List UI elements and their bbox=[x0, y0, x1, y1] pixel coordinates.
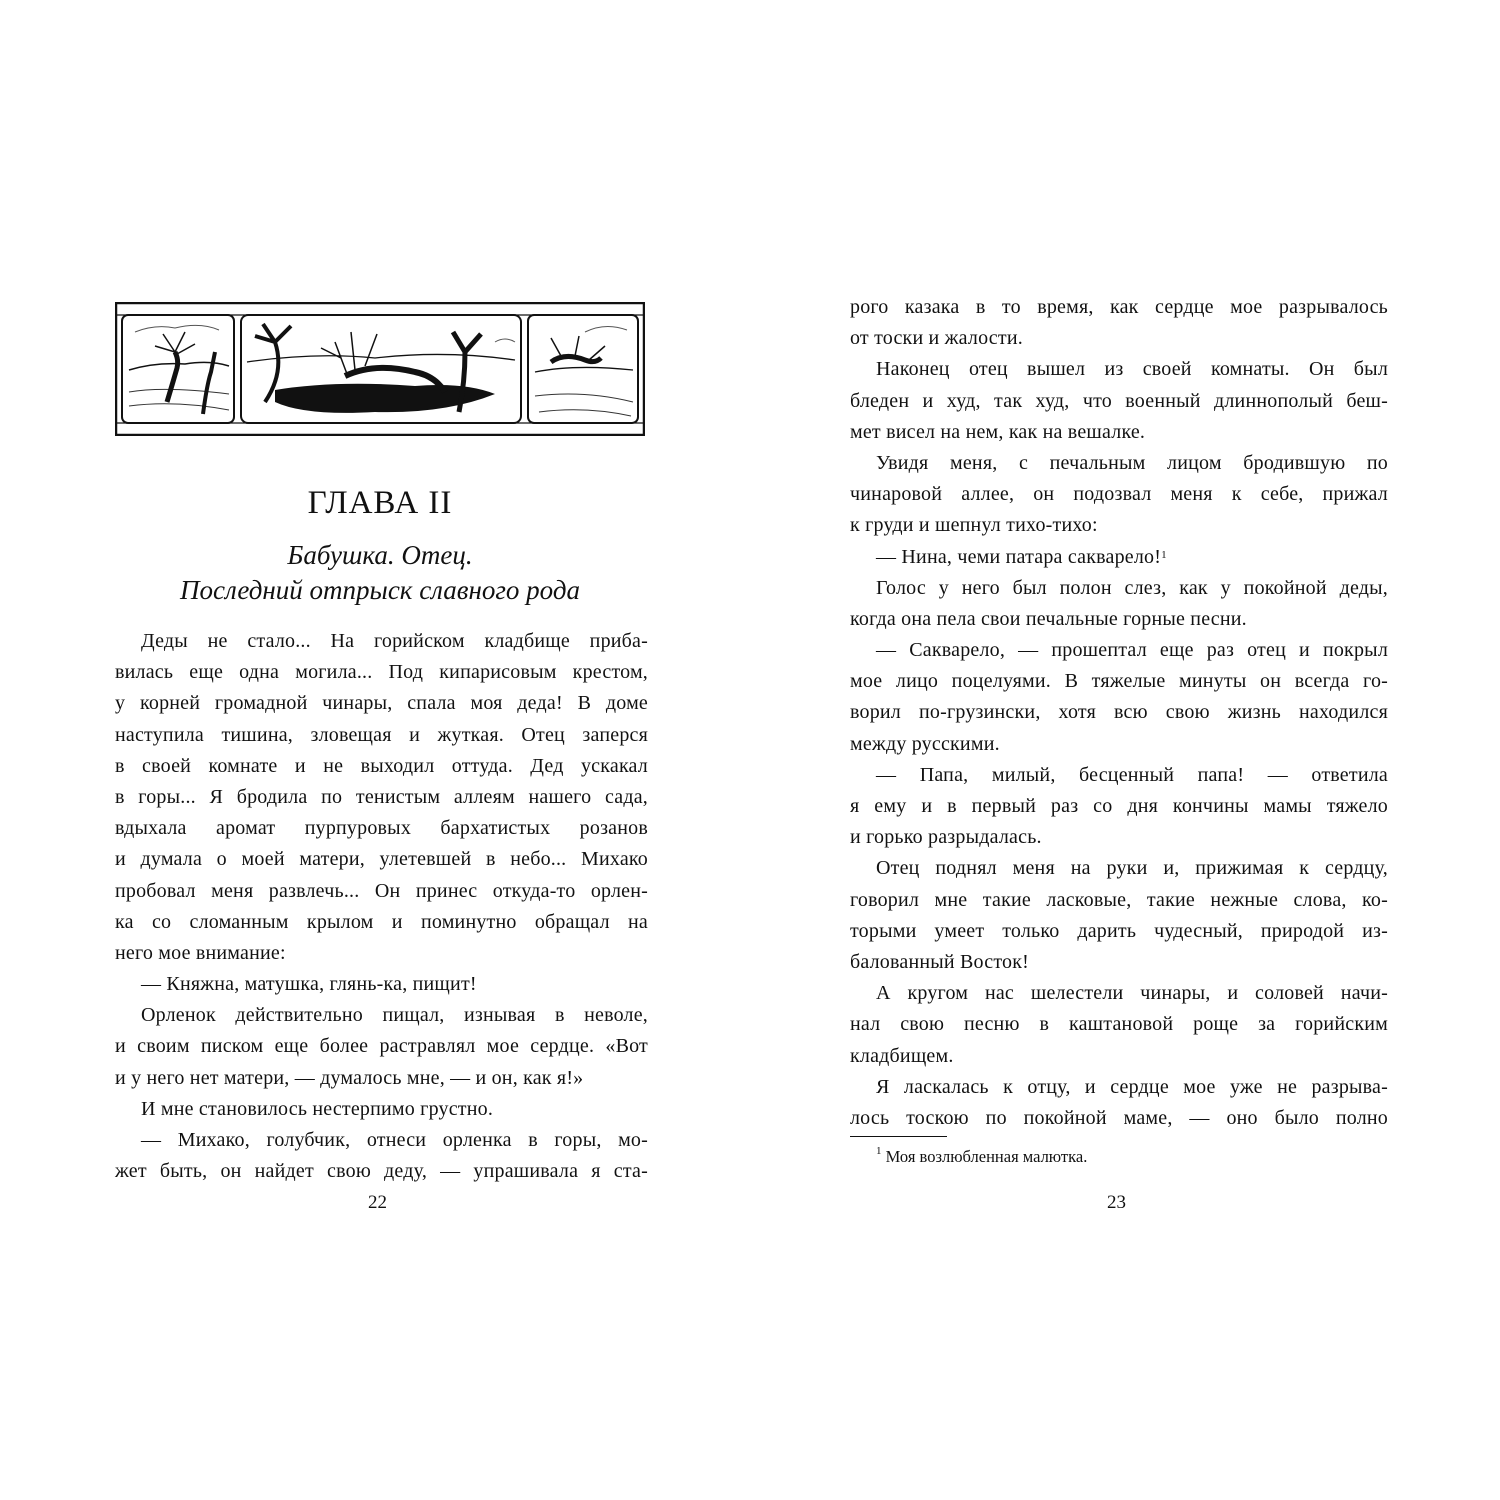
chapter-header-illustration bbox=[115, 302, 645, 436]
chapter-subtitle bbox=[115, 538, 645, 608]
text-line: И мне становилось нестерпимо грустно. bbox=[141, 1097, 494, 1120]
text-line: балованный Восток! bbox=[850, 950, 1029, 973]
text-line: вдыхала аромат пурпуровых бархатистых розанов bbox=[115, 817, 648, 840]
text-line: наступила тишина, зловещая и жуткая. Отец заперся bbox=[115, 723, 648, 746]
text-line: когда она пела свои печальные горные песни. bbox=[850, 607, 1247, 630]
text-line: лось тоскою по покойной маме, — оно было полно bbox=[850, 1106, 1388, 1129]
text-line: бледен и худ, так худ, что военный длиннополый беш- bbox=[850, 389, 1388, 412]
page-number-left: 22 bbox=[368, 1192, 387, 1213]
text-line: Голос у него был полон слез, как у покойной деды, bbox=[876, 576, 1388, 599]
text-line: нал свою песню в каштановой роще за горийским bbox=[850, 1013, 1388, 1036]
chapter-subtitle-line: Бабушка. Отец. bbox=[287, 540, 473, 570]
text-line: Отец поднял меня на руки и, прижимая к сердцу, bbox=[876, 857, 1388, 880]
text-line: у корней громадной чинары, спала моя деда! В доме bbox=[115, 692, 648, 715]
text-line: — Сакварело, — прошептал еще раз отец и покрыл bbox=[876, 639, 1388, 662]
footnote-divider bbox=[850, 1136, 947, 1137]
text-line: ка со сломанным крылом и поминутно обращал на bbox=[115, 910, 648, 933]
illustration-panel-left bbox=[122, 315, 234, 423]
text-line-content: — Нина, чеми патара сакварело! bbox=[876, 545, 1162, 568]
text-line: к груди и шепнул тихо-тихо: bbox=[850, 514, 1098, 537]
illustration-panel-right bbox=[528, 315, 638, 423]
illustration-panel-center bbox=[241, 315, 521, 423]
text-line: — Папа, милый, бесценный папа! — ответила bbox=[876, 763, 1388, 786]
text-line: и у него нет матери, — думалось мне, — и он, как я!» bbox=[115, 1066, 584, 1089]
text-line: — Михако, голубчик, отнеси орленка в горы, мо- bbox=[141, 1129, 648, 1151]
text-line: пробовал меня развлечь... Он принес откуда-то орлен- bbox=[115, 879, 648, 902]
text-line: и своим писком еще более растравлял мое сердце. «Вот bbox=[115, 1035, 648, 1058]
text-line: Наконец отец вышел из своей комнаты. Он был bbox=[876, 358, 1388, 381]
text-line: чинаровой аллее, он подозвал меня к себе, прижал bbox=[850, 483, 1388, 506]
text-line: вилась еще одна могила... Под кипарисовым крестом, bbox=[115, 661, 648, 684]
footnote-text: Моя возлюбленная малютка. bbox=[885, 1147, 1088, 1166]
chapter-subtitle-line: Последний отпрыск славного рода bbox=[180, 575, 580, 605]
text-line: кладбищем. bbox=[850, 1044, 954, 1067]
right-page-body bbox=[850, 292, 1388, 1134]
text-line: между русскими. bbox=[850, 732, 1000, 755]
text-line: рого казака в то время, как сердце мое разрывалось bbox=[850, 296, 1388, 318]
text-line: Я ласкалась к отцу, и сердце мое уже не разрыва- bbox=[876, 1075, 1388, 1098]
text-line: торыми умеет только дарить чудесный, природой из- bbox=[850, 919, 1388, 942]
text-line bbox=[850, 542, 1388, 573]
text-line: и горько разрыдалась. bbox=[850, 826, 1042, 849]
text-line: ворил по-грузински, хотя всю свою жизнь находился bbox=[850, 701, 1388, 724]
text-line: в горы... Я бродила по тенистым аллеям нашего сада, bbox=[115, 785, 648, 808]
text-line: А кругом нас шелестели чинары, и соловей начи- bbox=[876, 982, 1388, 1005]
text-line: Деды не стало... На горийском кладбище приба- bbox=[141, 630, 648, 652]
footnote-reference[interactable]: 1 bbox=[1161, 548, 1167, 561]
text-line: мое лицо поцелуями. В тяжелые минуты он всегда го- bbox=[850, 670, 1388, 693]
footnote-marker: 1 bbox=[876, 1145, 882, 1157]
page-number-right: 23 bbox=[1107, 1192, 1126, 1213]
text-line: жет быть, он найдет свою деду, — упрашивала я ста- bbox=[115, 1160, 648, 1183]
text-line: — Княжна, матушка, глянь-ка, пищит! bbox=[141, 973, 477, 996]
chapter-title: ГЛАВА II bbox=[307, 485, 453, 521]
text-line: Орленок действительно пищал, изнывая в неволе, bbox=[141, 1004, 648, 1027]
text-line: говорил мне такие ласковые, такие нежные слова, ко- bbox=[850, 888, 1388, 911]
text-line: я ему и в первый раз со дня кончины мамы тяжело bbox=[850, 795, 1388, 817]
footnote bbox=[876, 1147, 1087, 1167]
text-line: Увидя меня, с печальным лицом бродившую по bbox=[876, 451, 1388, 474]
text-line: него мое внимание: bbox=[115, 941, 286, 964]
left-page-body bbox=[115, 626, 648, 1187]
text-line: в своей комнате и не выходил оттуда. Дед ускакал bbox=[115, 754, 648, 777]
text-line: мет висел на нем, как на вешалке. bbox=[850, 420, 1146, 443]
text-line: от тоски и жалости. bbox=[850, 327, 1023, 350]
text-line: и думала о моей матери, улетевшей в небо... Михако bbox=[115, 848, 648, 871]
